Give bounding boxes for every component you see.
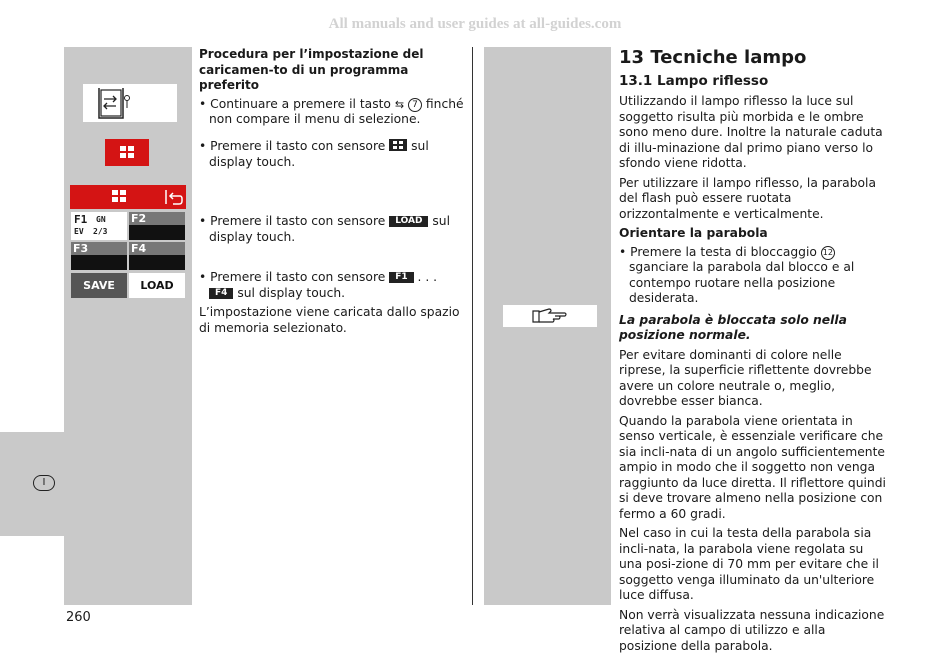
f1-key-chip: F1 xyxy=(389,272,413,283)
paragraph-1: Utilizzando il lampo riflesso la luce sul soggetto risulta più morbida e le ombre sono meno dure. Inoltre la naturale caduta di illu-minazione dal primo piano verso lo sfondo viene ridotta. xyxy=(619,94,883,170)
touch-display-illustration xyxy=(69,184,187,300)
right-text-column xyxy=(619,47,887,658)
orient-step-text-end: sganciare la parabola dal blocco e al contempo ruotare nella posizione desiderata. xyxy=(629,260,855,305)
slot-f4 xyxy=(129,242,185,270)
step-1-text: • Continuare a premere il tasto xyxy=(199,96,395,111)
f4-key-chip: F4 xyxy=(209,288,233,299)
slot-f2-label: F2 xyxy=(131,212,147,225)
paragraph-5: Nel caso in cui la testa della parabola sia incli-nata, la parabola viene regolata su una posi-zione di 70 mm per evitare che il soggetto venga illuminato da un'ulteriore luce diffusa. xyxy=(619,526,879,602)
pointing-hand-icon xyxy=(503,305,597,327)
display-header xyxy=(70,185,186,209)
step-3-text-end: sul display touch. xyxy=(209,214,451,244)
step-4 xyxy=(199,270,464,301)
swap-icon: ⇆ xyxy=(394,97,405,111)
subheading-orient: Orientare la parabola xyxy=(619,226,768,240)
ref-12: 12 xyxy=(821,246,835,260)
step-1-text-end: finché non compare il menu di selezione. xyxy=(209,96,464,126)
step-2-block xyxy=(199,139,464,174)
menu-sensor-key-illustration xyxy=(105,139,149,166)
load-button: LOAD xyxy=(129,273,185,298)
ev-value: 2/3 xyxy=(93,227,108,236)
language-badge: I xyxy=(33,475,55,491)
swap-key-illustration xyxy=(83,84,177,122)
save-button: SAVE xyxy=(71,273,127,298)
paragraph-3: Per evitare dominanti di colore nelle riprese, la superficie riflettente dovrebbe avere un colore neutrale o, meglio, dovrebbe esser bianca. xyxy=(619,347,872,408)
left-illustration-column xyxy=(64,47,192,605)
step-3 xyxy=(199,214,464,245)
step-4-text: • Premere il tasto con sensore xyxy=(199,270,390,284)
step-4-ellipsis: . . . xyxy=(413,270,438,284)
step-1 xyxy=(199,97,464,128)
step-2-text-end: sul display touch. xyxy=(209,139,429,169)
note-illustration xyxy=(503,305,597,327)
paragraph-6: Non verrà visualizzata nessuna indicazione relativa al campo di utilizzo e alla posizione della parabola. xyxy=(619,607,885,653)
slot-f1-label: F1 xyxy=(74,213,88,226)
step-2-text: • Premere il tasto con sensore xyxy=(199,139,390,153)
procedure-heading: Procedura per l’impostazione del caricamen-to di un programma preferito xyxy=(199,47,424,92)
slot-f2 xyxy=(129,212,185,240)
slot-f4-label: F4 xyxy=(131,242,147,255)
step-4-text-end: sul display touch. xyxy=(233,285,346,300)
result-text: L’impostazione viene caricata dallo spazio di memoria selezionato. xyxy=(199,305,460,335)
step-2 xyxy=(199,139,464,170)
ref-7: 7 xyxy=(408,98,422,112)
note-text: La parabola è bloccata solo nella posizione normale. xyxy=(619,312,847,342)
orient-step xyxy=(619,245,887,307)
step-3-block xyxy=(199,214,464,249)
step-4-block xyxy=(199,270,464,340)
watermark: All manuals and user guides at all-guides.com xyxy=(328,16,622,32)
menu-grid-icon xyxy=(389,139,407,151)
slot-f3-label: F3 xyxy=(73,242,89,255)
paragraph-2: Per utilizzare il lampo riflesso, la parabola del flash può essere ruotata orizzontalmente e verticalmente. xyxy=(619,175,876,221)
orient-step-text: • Premere la testa di bloccaggio xyxy=(619,244,821,259)
ev-label: EV xyxy=(74,227,84,236)
section-title: 13.1 Lampo riflesso xyxy=(619,73,769,89)
page-number: 260 xyxy=(66,610,91,625)
column-divider xyxy=(472,47,473,605)
swap-key-icon xyxy=(83,84,177,122)
chapter-title: 13 Tecniche lampo xyxy=(619,47,807,68)
gn-label: GN xyxy=(96,215,106,224)
load-key-chip: LOAD xyxy=(389,216,428,227)
step-3-text: • Premere il tasto con sensore xyxy=(199,214,390,228)
back-arrow-icon xyxy=(164,188,184,206)
slot-f1 xyxy=(71,212,127,240)
paragraph-4: Quando la parabola viene orientata in senso verticale, è essenziale verificare che sia incli-nata di un angolo sufficientemente ampio in modo che il soggetto non venga raggiunto da luce diretta. Il riflettore quindi si deve trovare almeno nella posizione con fermo a 60 gradi. xyxy=(619,413,886,521)
slot-f3 xyxy=(71,242,127,270)
left-text-column xyxy=(199,47,464,132)
